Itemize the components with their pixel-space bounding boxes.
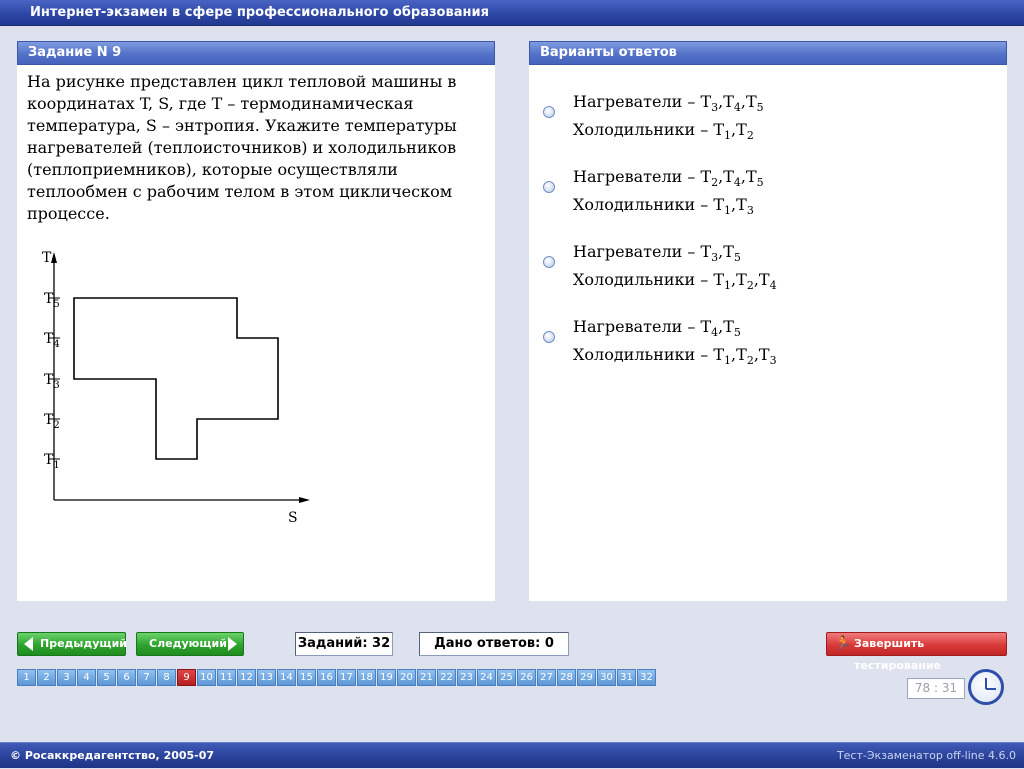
timer-display: 78 : 31: [907, 678, 965, 699]
page-button-20[interactable]: 20: [397, 669, 416, 686]
label-t3: $T_3$: [44, 372, 60, 391]
app-title-bar: [0, 0, 1024, 26]
copyright-text: © Росаккредагентство, 2005-07: [10, 749, 215, 762]
page-button-18[interactable]: 18: [357, 669, 376, 686]
radio-button[interactable]: [543, 331, 555, 343]
page-button-14[interactable]: 14: [277, 669, 296, 686]
answer-option-2[interactable]: [543, 166, 1003, 216]
running-man-icon: 🏃: [835, 636, 852, 651]
answer-coolers: Холодильники – $T_1,T_2,T_4$: [573, 270, 777, 293]
page-button-29[interactable]: 29: [577, 669, 596, 686]
page-button-5[interactable]: 5: [97, 669, 116, 686]
label-t5: $T_5$: [44, 291, 60, 310]
finish-test-button[interactable]: [826, 632, 1007, 672]
answer-coolers: Холодильники – $T_1,T_3$: [573, 195, 754, 218]
page-button-2[interactable]: 2: [37, 669, 56, 686]
page-button-17[interactable]: 17: [337, 669, 356, 686]
previous-button-label: Предыдущий: [40, 637, 128, 650]
answer-heaters: Нагреватели – $T_3,T_4,T_5$: [573, 92, 764, 115]
arrow-right-icon: [228, 637, 237, 651]
radio-button[interactable]: [543, 181, 555, 193]
page-button-11[interactable]: 11: [217, 669, 236, 686]
x-axis-label: S: [288, 510, 298, 526]
page-button-23[interactable]: 23: [457, 669, 476, 686]
page-button-30[interactable]: 30: [597, 669, 616, 686]
page-button-8[interactable]: 8: [157, 669, 176, 686]
answer-heaters: Нагреватели – $T_4,T_5$: [573, 317, 741, 340]
page-button-26[interactable]: 26: [517, 669, 536, 686]
answer-heaters: Нагреватели – $T_3,T_5$: [573, 242, 741, 265]
next-button-label: Следующий: [149, 637, 227, 650]
task-panel: [17, 41, 495, 601]
app-title: Интернет-экзамен в сфере профессионального образования: [30, 5, 489, 20]
answer-option-3[interactable]: [543, 241, 1003, 291]
answers-header: Варианты ответов: [529, 41, 1007, 65]
page-button-31[interactable]: 31: [617, 669, 636, 686]
page-button-9[interactable]: 9: [177, 669, 196, 686]
cycle-path: [74, 298, 278, 459]
clock-icon: [968, 669, 1004, 705]
page-button-1[interactable]: 1: [17, 669, 36, 686]
label-t4: $T_4$: [44, 331, 60, 350]
finish-test-label: Завершить тестирование: [854, 637, 942, 672]
radio-button[interactable]: [543, 256, 555, 268]
label-t1: $T_1$: [44, 452, 60, 471]
page-button-21[interactable]: 21: [417, 669, 436, 686]
page-button-28[interactable]: 28: [557, 669, 576, 686]
answered-count: Дано ответов: 0: [419, 632, 569, 656]
radio-button[interactable]: [543, 106, 555, 118]
answer-option-4[interactable]: [543, 316, 1003, 366]
version-text: Тест-Экзаменатор off-line 4.6.0: [836, 749, 1016, 762]
ts-diagram: [37, 246, 337, 531]
footer-bar: [0, 742, 1024, 768]
page-button-3[interactable]: 3: [57, 669, 76, 686]
label-t2: $T_2$: [44, 412, 60, 431]
page-button-6[interactable]: 6: [117, 669, 136, 686]
y-axis-arrow: [51, 252, 57, 263]
page-button-22[interactable]: 22: [437, 669, 456, 686]
page-button-19[interactable]: 19: [377, 669, 396, 686]
page-button-16[interactable]: 16: [317, 669, 336, 686]
arrow-left-icon: [24, 637, 33, 651]
answers-panel: [529, 41, 1007, 601]
task-header: Задание N 9: [17, 41, 495, 65]
page-button-7[interactable]: 7: [137, 669, 156, 686]
page-button-15[interactable]: 15: [297, 669, 316, 686]
answer-heaters: Нагреватели – $T_2,T_4,T_5$: [573, 167, 764, 190]
page-button-13[interactable]: 13: [257, 669, 276, 686]
tasks-count: Заданий: 32: [295, 632, 393, 656]
y-axis-label: T: [42, 250, 52, 266]
answer-coolers: Холодильники – $T_1,T_2,T_3$: [573, 345, 777, 368]
page-button-27[interactable]: 27: [537, 669, 556, 686]
answer-option-1[interactable]: [543, 91, 1003, 141]
page-button-24[interactable]: 24: [477, 669, 496, 686]
page-button-12[interactable]: 12: [237, 669, 256, 686]
x-axis-arrow: [299, 497, 310, 503]
page-button-32[interactable]: 32: [637, 669, 656, 686]
page-button-10[interactable]: 10: [197, 669, 216, 686]
question-text: На рисунке представлен цикл тепловой машины в координатах T, S, где T – термодинамическая температура, S – энтропия. Укажите температуры нагревателей (теплоисточников) и холодильников (теплоприемников), которые осуществляли теплообмен с рабочим телом в этом циклическом процессе.: [27, 72, 457, 223]
next-button[interactable]: [136, 632, 244, 656]
previous-button[interactable]: [17, 632, 126, 656]
page-button-25[interactable]: 25: [497, 669, 516, 686]
answer-coolers: Холодильники – $T_1,T_2$: [573, 120, 754, 143]
page-button-4[interactable]: 4: [77, 669, 96, 686]
